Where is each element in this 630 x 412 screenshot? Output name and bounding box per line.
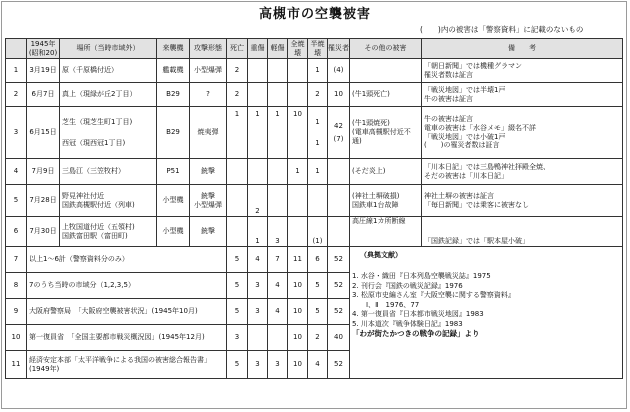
- header-date: 1945年 (昭和20): [27, 39, 60, 59]
- table-cell: 4: [248, 247, 268, 273]
- table-cell: 4: [268, 299, 288, 325]
- table-cell: 1: [308, 159, 328, 185]
- table-cell: 42 (7): [328, 107, 350, 159]
- table-cell: 52: [328, 273, 350, 299]
- table-cell: (牛1頭死亡): [350, 83, 422, 107]
- table-cell: [227, 185, 248, 217]
- table-cell: [308, 185, 328, 217]
- table-cell: 10: [288, 107, 308, 159]
- table-cell: 3: [248, 299, 268, 325]
- table-cell: 2: [248, 185, 268, 217]
- table-cell: 4: [308, 351, 328, 379]
- header-victims: 罹災者: [328, 39, 350, 59]
- table-cell: 10: [288, 351, 308, 379]
- table-cell: (そだ炎上): [350, 159, 422, 185]
- table-cell: 1: [227, 107, 248, 159]
- table-cell: 7月28日: [27, 185, 60, 217]
- table-cell: 小型爆弾: [190, 59, 227, 83]
- table-cell: [268, 83, 288, 107]
- header-no: [6, 39, 27, 59]
- table-cell: 1: [308, 59, 328, 83]
- table-cell: 8: [6, 273, 27, 299]
- header-severe: 重傷: [248, 39, 268, 59]
- table-cell: 真上（現緑が丘2丁目）: [60, 83, 157, 107]
- table-cell: 銃撃: [190, 159, 227, 185]
- table-cell: 7: [6, 247, 27, 273]
- table-cell: [268, 185, 288, 217]
- table-cell: 銃撃 小型爆弾: [190, 185, 227, 217]
- table-cell: 5: [227, 351, 248, 379]
- table-cell: (1): [308, 217, 328, 247]
- table-cell: 「戦災地図」では半壊1戸 牛の被害は証言: [422, 83, 623, 107]
- table-cell: 牛の被害は証言 電車の被害は「水谷メモ」綴名不詳 「戦災地図」では小破1戸 ( )の罹災者数は証言: [422, 107, 623, 159]
- table-cell: 3: [6, 107, 27, 159]
- table-cell: 2: [308, 325, 328, 351]
- table-cell: 大阪府警察局 「大阪府空襲被害状況」(1945年10月): [27, 299, 227, 325]
- table-cell: 3: [227, 325, 248, 351]
- table-cell: [328, 217, 350, 247]
- page-title: 高槻市の空襲被害: [258, 7, 371, 22]
- table-cell: 10: [288, 325, 308, 351]
- table-cell: 2: [6, 83, 27, 107]
- table-cell: B29: [157, 83, 190, 107]
- table-cell: 3: [248, 273, 268, 299]
- table-cell: 10: [328, 83, 350, 107]
- table-cell: 6: [308, 247, 328, 273]
- table-cell: 1: [288, 159, 308, 185]
- table-cell: [268, 159, 288, 185]
- table-cell: 2: [227, 59, 248, 83]
- table-cell: 6: [6, 217, 27, 247]
- header-place: 場所（当時市域外）: [60, 39, 157, 59]
- table-row: [6, 159, 623, 185]
- header-remarks: 備 考: [422, 39, 623, 59]
- table-cell: [288, 83, 308, 107]
- table-cell: [288, 59, 308, 83]
- table-cell: 11: [288, 247, 308, 273]
- table-cell: 3月19日: [27, 59, 60, 83]
- table-cell: 5: [227, 299, 248, 325]
- table-cell: [227, 217, 248, 247]
- table-cell: 芝生（現芝生町1丁目) 西冠（現西冠1丁目): [60, 107, 157, 159]
- table-cell: 5: [308, 299, 328, 325]
- table-cell: 52: [328, 299, 350, 325]
- table-cell: [268, 325, 288, 351]
- table-cell: [288, 217, 308, 247]
- table-cell: 7月9日: [27, 159, 60, 185]
- table-cell: [248, 325, 268, 351]
- table-cell: 6月15日: [27, 107, 60, 159]
- header-half: 半焼壊: [308, 39, 328, 59]
- table-row: [6, 59, 623, 83]
- header-burned: 全焼壊: [288, 39, 308, 59]
- table-cell: ?: [190, 83, 227, 107]
- table-cell: 5: [6, 185, 27, 217]
- header-aircraft: 来襲機: [157, 39, 190, 59]
- table-cell: 52: [328, 247, 350, 273]
- header-dead: 死亡: [227, 39, 248, 59]
- table-cell: (神社土塀破損) 国鉄車1台故障: [350, 185, 422, 217]
- header-light: 軽傷: [268, 39, 288, 59]
- table-row: [6, 185, 623, 217]
- table-cell: 1: [6, 59, 27, 83]
- table-cell: 経済安定本部「太平洋戦争による我国の被害総合報告書」(1949年): [27, 351, 227, 379]
- header-attack: 攻撃形態: [190, 39, 227, 59]
- table-cell: 10: [6, 325, 27, 351]
- table-cell: 7のうち当時の市域分（1,2,3,5）: [27, 273, 227, 299]
- table-cell: 「川本日記」では三島鴨神社拝殿全焼、 そだの被害は「川本日記」: [422, 159, 623, 185]
- table-cell: 1: [268, 107, 288, 159]
- table-cell: 原（千原橋付近）: [60, 59, 157, 83]
- table-cell: 3: [248, 351, 268, 379]
- table-row: [6, 217, 623, 247]
- table-cell: 1: [248, 217, 268, 247]
- table-cell: 52: [328, 351, 350, 379]
- header-note: ( )内の被害は「警察資料」に記載のないもの: [420, 25, 584, 34]
- table-cell: 三島江（三笠牧村）: [60, 159, 157, 185]
- table-cell: 野見神社付近 国鉄高槻駅付近（列車): [60, 185, 157, 217]
- header-other: その他の被害: [350, 39, 422, 59]
- table-cell: (牛1頭焼死) (電車高槻駅付近不通): [350, 107, 422, 159]
- table-cell: 神社土塀の被害は証言 「毎日新聞」では乗客に被害なし: [422, 185, 623, 217]
- table-cell: 6月7日: [27, 83, 60, 107]
- table-cell: 7月30日: [27, 217, 60, 247]
- table-cell: 9: [6, 299, 27, 325]
- table-cell: 「国鉄記録」では「駅本屋小破」: [422, 217, 623, 247]
- table-cell: 艦載機: [157, 59, 190, 83]
- table-row: [6, 107, 623, 159]
- table-cell: [248, 83, 268, 107]
- table-cell: [248, 159, 268, 185]
- table-cell: [227, 159, 248, 185]
- table-cell: 小型機: [157, 185, 190, 217]
- table-cell: 第一復員省 「全国主要都市戦災概況図」(1945年12月): [27, 325, 227, 351]
- table-cell: [328, 185, 350, 217]
- table-cell: P51: [157, 159, 190, 185]
- table-cell: 銃撃: [190, 217, 227, 247]
- table-cell: B29: [157, 107, 190, 159]
- table-cell: 40: [328, 325, 350, 351]
- table-cell: 2: [308, 83, 328, 107]
- table-cell: (4): [328, 59, 350, 83]
- table-cell: 11: [6, 351, 27, 379]
- table-cell: 小型機: [157, 217, 190, 247]
- table-cell: 2: [227, 83, 248, 107]
- table-cell: 1: [248, 107, 268, 159]
- bibliography: （典拠文献） 1. 水谷・織田『日本列島空襲戦災誌』1975 2. 刊行会『国鉄の戦災記録』1976 3. 松原市史編さん室『大阪空襲に関する警察資料』 Ⅰ、Ⅱ 1976、77 4. 第一復員省『日本都市戦災地図』1983 5. 川本道次『戦争体験日記』1983 「わが街たかつきの戦争の記録」より: [350, 247, 623, 379]
- table-cell: 高圧線1カ所断線: [350, 217, 422, 247]
- table-cell: 5: [227, 247, 248, 273]
- table-cell: 焼夷弾: [190, 107, 227, 159]
- table-cell: 10: [288, 299, 308, 325]
- table-cell: 4: [6, 159, 27, 185]
- table-cell: 上牧国道付近（五領村) 国鉄富田駅（富田町): [60, 217, 157, 247]
- table-cell: 5: [308, 273, 328, 299]
- table-cell: 5: [227, 273, 248, 299]
- table-cell: 4: [268, 273, 288, 299]
- table-cell: 以上1～6計（警察資料分のみ）: [27, 247, 227, 273]
- damage-table: [5, 38, 623, 379]
- table-cell: 3: [268, 351, 288, 379]
- table-cell: [268, 59, 288, 83]
- table-cell: 7: [268, 247, 288, 273]
- table-cell: [350, 59, 422, 83]
- table-row: [6, 83, 623, 107]
- table-cell: 3: [268, 217, 288, 247]
- table-cell: [288, 185, 308, 217]
- table-cell: [328, 159, 350, 185]
- table-cell: 「朝日新聞」では機種グラマン 罹災者数は証言: [422, 59, 623, 83]
- summary-row: [6, 247, 623, 273]
- table-cell: [248, 59, 268, 83]
- table-cell: 10: [288, 273, 308, 299]
- header-row: [6, 39, 623, 59]
- table-cell: 1 1: [308, 107, 328, 159]
